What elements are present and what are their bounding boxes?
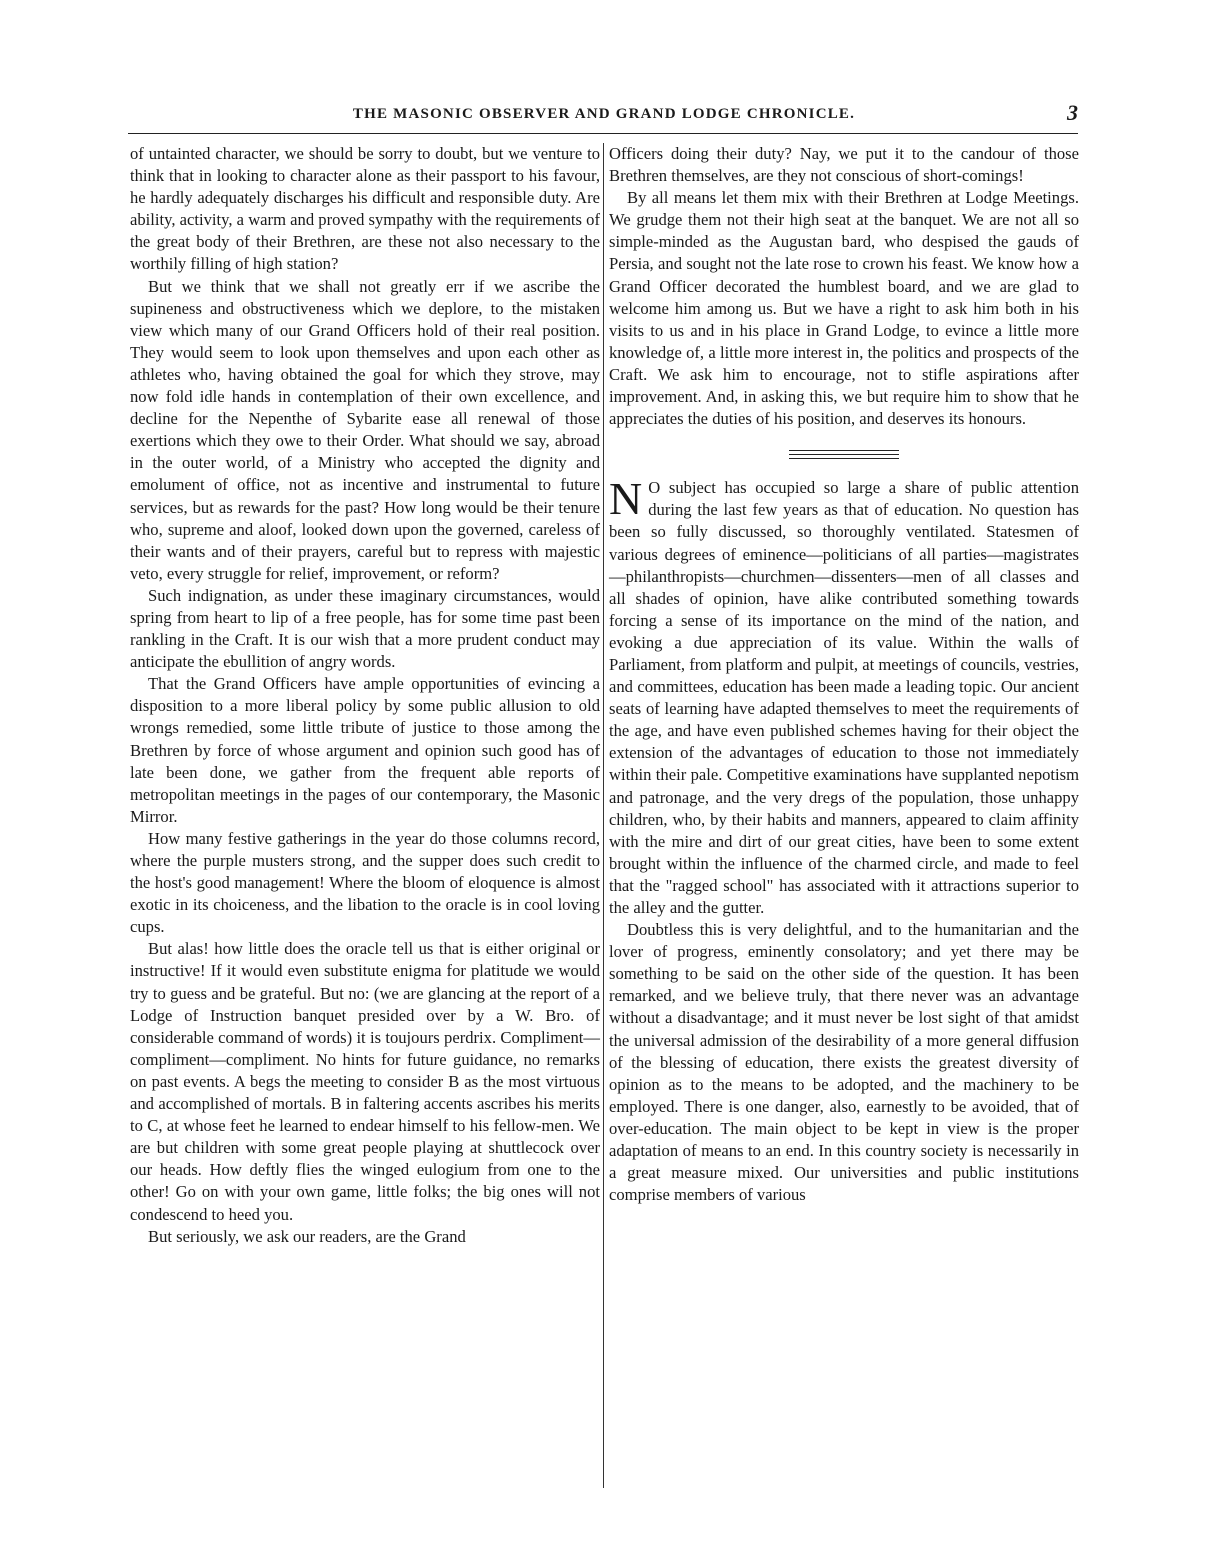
publication-title: THE MASONIC OBSERVER AND GRAND LODGE CHRONICLE. xyxy=(352,106,856,122)
running-header xyxy=(128,100,1080,130)
right-column xyxy=(609,143,1079,1206)
page-number: 3 xyxy=(1067,100,1078,125)
paragraph: But seriously, we ask our readers, are the Grand xyxy=(148,1226,466,1246)
column-divider xyxy=(603,143,604,1488)
paragraph: How many festive gatherings in the year do those columns record, where the purple musters strong, and the supper does such credit to the host's good management! Where the bloom of eloquence is almost exotic in its choiceness, and the libation to the oracle is in cool loving cups. xyxy=(130,828,600,937)
paragraph: That the Grand Officers have ample opportunities of evincing a disposition to a more liberal policy by some public allusion to old wrongs remedied, some little tribute of justice to those among the Brethren by force of whose argument and opinion such good has of late been done, we gather from the frequent able reports of metropolitan meetings in the pages of our contemporary, the Masonic Mirror. xyxy=(130,674,600,826)
section-separator xyxy=(789,450,899,459)
paragraph: Officers doing their duty? Nay, we put it to the candour of those Brethren themselves, are they not conscious of short-comings! xyxy=(609,144,1079,186)
article-lead-paragraph xyxy=(609,473,1079,919)
paragraph: of untainted character, we should be sorry to doubt, but we venture to think that in looking to character alone as their passport to his favour, he hardly adequately discharges his difficult and responsible duty. Are ability, activity, a warm and proved sympathy with the requirements of the great body of their Brethren, are these not also necessary to the worthily filling of high station? xyxy=(130,144,600,274)
paragraph: But alas! how little does the oracle tell us that is either original or instructive! If it would even substitute enigma for platitude we would try to guess and be grateful. But no: (we are glancing at the report of a Lodge of Instruction banquet presided over by a W. Bro. of considerable command of words) it is toujours perdrix. Compliment—compliment—compliment. No hints for future guidance, no remarks on past events. A begs the meeting to consider B as the most virtuous and accomplished of mortals. B in faltering accents ascribes his merits to C, at whose feet he learned to endear himself to his fellow-men. We are but children with some great people playing at shuttlecock over our heads. How deftly flies the winged eulogium from one to the other! Go on with your own game, little folks; the big ones will not condescend to heed you. xyxy=(130,939,600,1224)
lead-text: O subject has occupied so large a share of public attention during the last few years as that of education. No question has been so fully discussed, so thoroughly ventilated. Statesmen of various degrees of eminence—politicians of all parties—magistrates—philanthropists—churchmen—dissenters—men of all classes and all shades of opinion, have alike contributed something towards forcing a sense of its importance on the mind of the nation, and evoking a due appreciation of its value. Within the walls of Parliament, from platform and pulpit, at meetings of councils, vestries, and committees, education has been made a leading topic. Our ancient seats of learning have adapted themselves to meet the requirements of the age, and have even published schemes having for their object the extension of the advantages of education to those not immediately within their pale. Competitive examinations have supplanted nepotism and patronage, and the very dregs of the population, those unhappy children, who, by their habits and manners, appeared to claim affinity with the mire and dirt of our great cities, have been to some extent brought within the influence of the charmed circle, and made to feel that the "ragged school" has associated with it attractions superior to the alley and the gutter. xyxy=(609,478,1079,917)
paragraph: But we think that we shall not greatly err if we ascribe the supineness and obstructiveness which we deplore, to the mistaken view which many of our Grand Officers hold of their real position. They would seem to look upon themselves and upon each other as athletes who, having obtained the goal for which they strove, may now fold idle hands in contemplation of their own excellence, and decline for the Nepenthe of Sybarite ease all renewal of those exertions which they owe to their Order. What should we say, abroad in the outer world, of a Ministry who accepted the dignity and emolument of office, not as incentive and instrumental to future services, but as rewards for the past? How long would be their tenure who, supreme and aloof, looked down upon the governed, careless of their wants and of their prayers, careful but to repress with majestic veto, every struggle for relief, improvement, or reform? xyxy=(130,276,600,583)
drop-cap: N xyxy=(609,473,643,525)
left-column xyxy=(130,143,600,1248)
paragraph: By all means let them mix with their Brethren at Lodge Meetings. We grudge them not their high seat at the banquet. We are not all so simple-minded as the Augustan bard, who despised the gauds of Persia, and sought not the late rose to crown his feast. We know how a Grand Officer decorated the humblest board, and we are glad to welcome him among us. But we have a right to ask him both in his visits to us and in his place in Grand Lodge, to evince a little more knowledge of, a little more interest in, the politics and prospects of the Craft. We ask him to encourage, not to stifle aspirations after improvement. And, in asking this, we but require him to show that he appreciates the duties of his position, and deserves its honours. xyxy=(609,188,1079,429)
header-rule xyxy=(128,133,1078,134)
paragraph: Doubtless this is very delightful, and to the humanitarian and the lover of progress, eminently consolatory; and yet there may be something to be said on the other side of the question. It has been remarked, and we believe truly, that there never was an advantage without a disadvantage; and it must never be lost sight of that amidst the universal admission of the desirability of a more general diffusion of the blessing of education, there exists the greatest diversity of opinion as to the means to be adopted, and the machinery to be employed. There is one danger, also, earnestly to be avoided, that of over-education. The main object to be kept in view is the proper adaptation of means to an end. In this country society is necessarily in a great measure mixed. Our universities and public institutions comprise members of various xyxy=(609,920,1079,1205)
paragraph: Such indignation, as under these imaginary circumstances, would spring from heart to lip of a free people, has for some time past been rankling in the Craft. It is our wish that a more prudent conduct may anticipate the ebullition of angry words. xyxy=(130,585,600,672)
